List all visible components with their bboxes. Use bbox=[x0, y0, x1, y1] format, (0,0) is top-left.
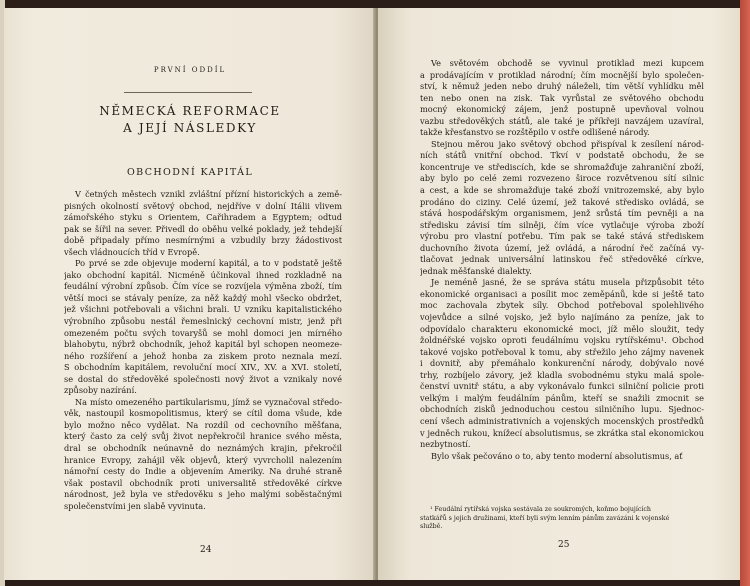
text-line: tlačovat jednak universální latinskou řeč středověké církve, bbox=[420, 254, 704, 265]
text-line: žoldnéřské vojsko oproti feudálnímu vojsku rytířskému¹. Obchod bbox=[420, 335, 704, 346]
text-line: Na místo omezeného partikularismu, jímž se vyznačoval středo- bbox=[75, 396, 342, 407]
text-line: feudální výrobní způsob. Čím více se rozvíjela výměna zboží, tím bbox=[64, 281, 342, 292]
left-body-text bbox=[64, 189, 342, 512]
page-number: 25 bbox=[558, 540, 570, 550]
heading-rule bbox=[124, 92, 252, 93]
text-line: způsoby nazírání. bbox=[64, 385, 137, 396]
text-line: mocný ekonomický zájem, jenž postupně upevňoval volnou bbox=[420, 104, 704, 115]
subchapter-title: OBCHODNÍ KAPITÁL bbox=[126, 167, 254, 178]
text-line: námořní cesty do Indie a objevením Ameriky. Na druhé straně bbox=[64, 466, 342, 477]
text-line: ních států vnitřní obchod. Tkví v podstatě obchodu, že se bbox=[420, 150, 704, 161]
text-line: vazbu středověkých států, ale také je příkřeji navzájem uzavíral, bbox=[420, 115, 704, 126]
footnote-line: ¹ Feudální rytířská vojska sestávala ze soukromých, koňmo bojujících bbox=[430, 506, 651, 513]
text-line: době připadaly přímo nesmírnými a vzbudily brzy žádostivost bbox=[64, 235, 342, 246]
text-line: se dostal do středověké společnosti nový život a vznikaly nové bbox=[64, 373, 342, 384]
text-line: obchodních zisků jednoduchou cestou silničního lupu. Sjednoc- bbox=[420, 404, 704, 415]
text-line: jednak měšťanské dialekty. bbox=[420, 265, 532, 276]
text-line: věk, nastoupil kosmopolitismus, který se cítil doma všude, kde bbox=[64, 408, 342, 419]
chapter-title-line: A JEJÍ NÁSLEDKY bbox=[123, 121, 257, 135]
text-line: vojevůdce a silné vojsko, jež bylo najímáno za peníze, jak to bbox=[420, 312, 704, 323]
text-line: zámořského styku s Orientem, Cařihradem a Egyptem; odtud bbox=[64, 212, 342, 223]
text-line: S obchodním kapitálem, revoluční mocí XIV., XV. a XVI. století, bbox=[64, 362, 342, 373]
text-line: Je neméně jasné, že se správa státu musela přizpůsobit této bbox=[431, 277, 704, 288]
text-line: Po prvé se zde objevuje moderní kapitál, a to v podstatě ještě bbox=[75, 258, 342, 269]
text-line: jež všichni potřebovali a všichni brali. U vzniku kapitalistického bbox=[64, 304, 342, 315]
text-line: omezeném počtu svých tovaryšů se mohl domoci jen mírného bbox=[64, 327, 342, 338]
text-line: V četných městech vznikl zvláštní přízní historických a země- bbox=[75, 189, 342, 199]
text-line: bylo možno něco vydělat. Na rozdíl od cechovního měšťana, bbox=[64, 419, 342, 430]
footnote-line: statkářů s jejich družinami, kteří byli svým lenním pánům zavázáni k vojenské bbox=[420, 514, 670, 522]
text-line: v jedněch rukou, knížecí absolutismus, se zkrátka stal ekonomickou bbox=[420, 427, 704, 438]
text-line: aby bylo po celé zemi rozvezeno široce rozvětvenou sítí silnic bbox=[420, 173, 704, 184]
text-line: ného rozšíření a jehož honba za ziskem proto neznala mezí. bbox=[64, 350, 342, 361]
text-line: všech vládnoucích tříd v Evropě. bbox=[64, 246, 200, 257]
text-line: prodáno do ciziny. Celé území, jež takové středisko ovládá, se bbox=[420, 196, 704, 207]
text-line: moc zachovala zbytek síly. Obchod potřeboval spolehlivého bbox=[420, 300, 704, 311]
text-line: který často za celý svůj život nepřekročil hranice svého města, bbox=[64, 431, 342, 442]
text-line: Bylo však pečováno o to, aby tento moderní absolutismus, ať bbox=[431, 450, 683, 461]
text-line: ekonomické organisaci a posílit moc zeměpánů, kde si ještě tato bbox=[420, 288, 704, 299]
chapter-title-line: NĚMECKÁ REFORMACE bbox=[99, 104, 281, 118]
text-line: pak se šířil na sever. Přivedl do oběhu velké poklady, jež tehdejší bbox=[64, 223, 342, 234]
text-line: nezbytností. bbox=[420, 439, 471, 450]
text-line: cení všech administrativních a vojenských mocenských prostředků bbox=[420, 415, 704, 426]
text-line: Stejnou měrou jako světový obchod přispíval k zesílení národ- bbox=[431, 138, 704, 149]
text-line: a cest, a kde se shromažďuje také zboží vnitrozemské, aby bylo bbox=[420, 185, 704, 196]
chapter-title bbox=[4, 103, 376, 137]
text-line: takže křesťanstvo se rozštěpilo v ostře odlišené národy. bbox=[420, 127, 650, 138]
text-line: i dovnitř, aby přemáhalo konkurenční národy, dobývalo nové bbox=[420, 358, 704, 369]
text-line: pisných okolností světový obchod, nejdříve v dolní Itálii vlivem bbox=[64, 200, 342, 211]
text-line: výrobního způsobu nestál řemeslnický cechovní mistr, jenž při bbox=[64, 316, 342, 327]
text-line: čenství uvnitř státu, a aby vykonávalo funkci silniční policie proti bbox=[420, 381, 704, 392]
text-line: středisku závisí tím silněji, čím více vytlačuje výroba zboží bbox=[420, 219, 704, 230]
text-line: odpovídalo charakteru ekonomické moci, jíž mělo sloužit, tedy bbox=[420, 323, 704, 334]
text-line: velkým i malým feudálním pánům, kteří se snažili zmocnit se bbox=[420, 392, 704, 403]
right-page bbox=[378, 8, 740, 580]
page-number: 24 bbox=[200, 545, 212, 555]
text-line: společenstvími jen slabě vyvinuta. bbox=[64, 500, 206, 511]
text-line: jako obchodní kapitál. Nicméně účinkoval ihned rozkladně na bbox=[64, 269, 342, 280]
text-line: blahobytu, nýbrž obchodník, jehož kapitál byl schopen neomeze- bbox=[64, 339, 342, 350]
footnote-line: službě. bbox=[420, 523, 443, 530]
right-body-text bbox=[420, 58, 704, 462]
text-line: však postavil obchodník proti universalitě středověké církve bbox=[64, 477, 342, 488]
footnote bbox=[420, 506, 704, 532]
text-line: hranice Evropy, zahájil věk objevů, který vyvrcholil nalezením bbox=[64, 454, 342, 465]
text-line: ství, k němuž jeden nebo druhý náleželi, tím větší vyhlídku měl bbox=[420, 81, 704, 92]
text-line: větší moci se stávaly peníze, za něž každý mohl všecko obdržet, bbox=[64, 292, 342, 303]
text-line: koncentruje ve střediscích, kde se shromažďuje zahraniční zboží, bbox=[420, 161, 704, 172]
text-line: takové vojsko potřeboval k tomu, aby střežilo jeho zájmy navenek bbox=[420, 346, 704, 357]
text-line: a prodávajícím v protiklad národní; čím mocnější bylo společen- bbox=[420, 69, 704, 80]
text-line: Ve světovém obchodě se vyvinul protiklad mezi kupcem bbox=[431, 58, 704, 68]
red-cover-edge bbox=[740, 0, 750, 586]
left-page bbox=[4, 8, 376, 580]
text-line: stává hospodářským organismem, jenž srůstá tím pevněji a na bbox=[420, 208, 704, 219]
text-line: duchovního života území, jež ovládá, a národní řeč začíná vy- bbox=[420, 242, 704, 253]
text-line: národnost, jež byla ve středověku s jeho malými soběstačnými bbox=[64, 489, 342, 500]
text-line: ten nebo onen na zisk. Tak vyrůstal ze světového obchodu bbox=[420, 92, 704, 103]
text-line: trhy, rozbíjelo závory, jež kladla svobodnému styku malá spole- bbox=[420, 369, 704, 380]
text-line: dral se obchodník neúnavně do neznámých krajin, překročil bbox=[64, 443, 342, 454]
text-line: výrobu pro vlastní potřebu. Tím pak se také stává střediskem bbox=[420, 231, 704, 242]
section-heading: PRVNÍ ODDÍL bbox=[153, 66, 227, 74]
